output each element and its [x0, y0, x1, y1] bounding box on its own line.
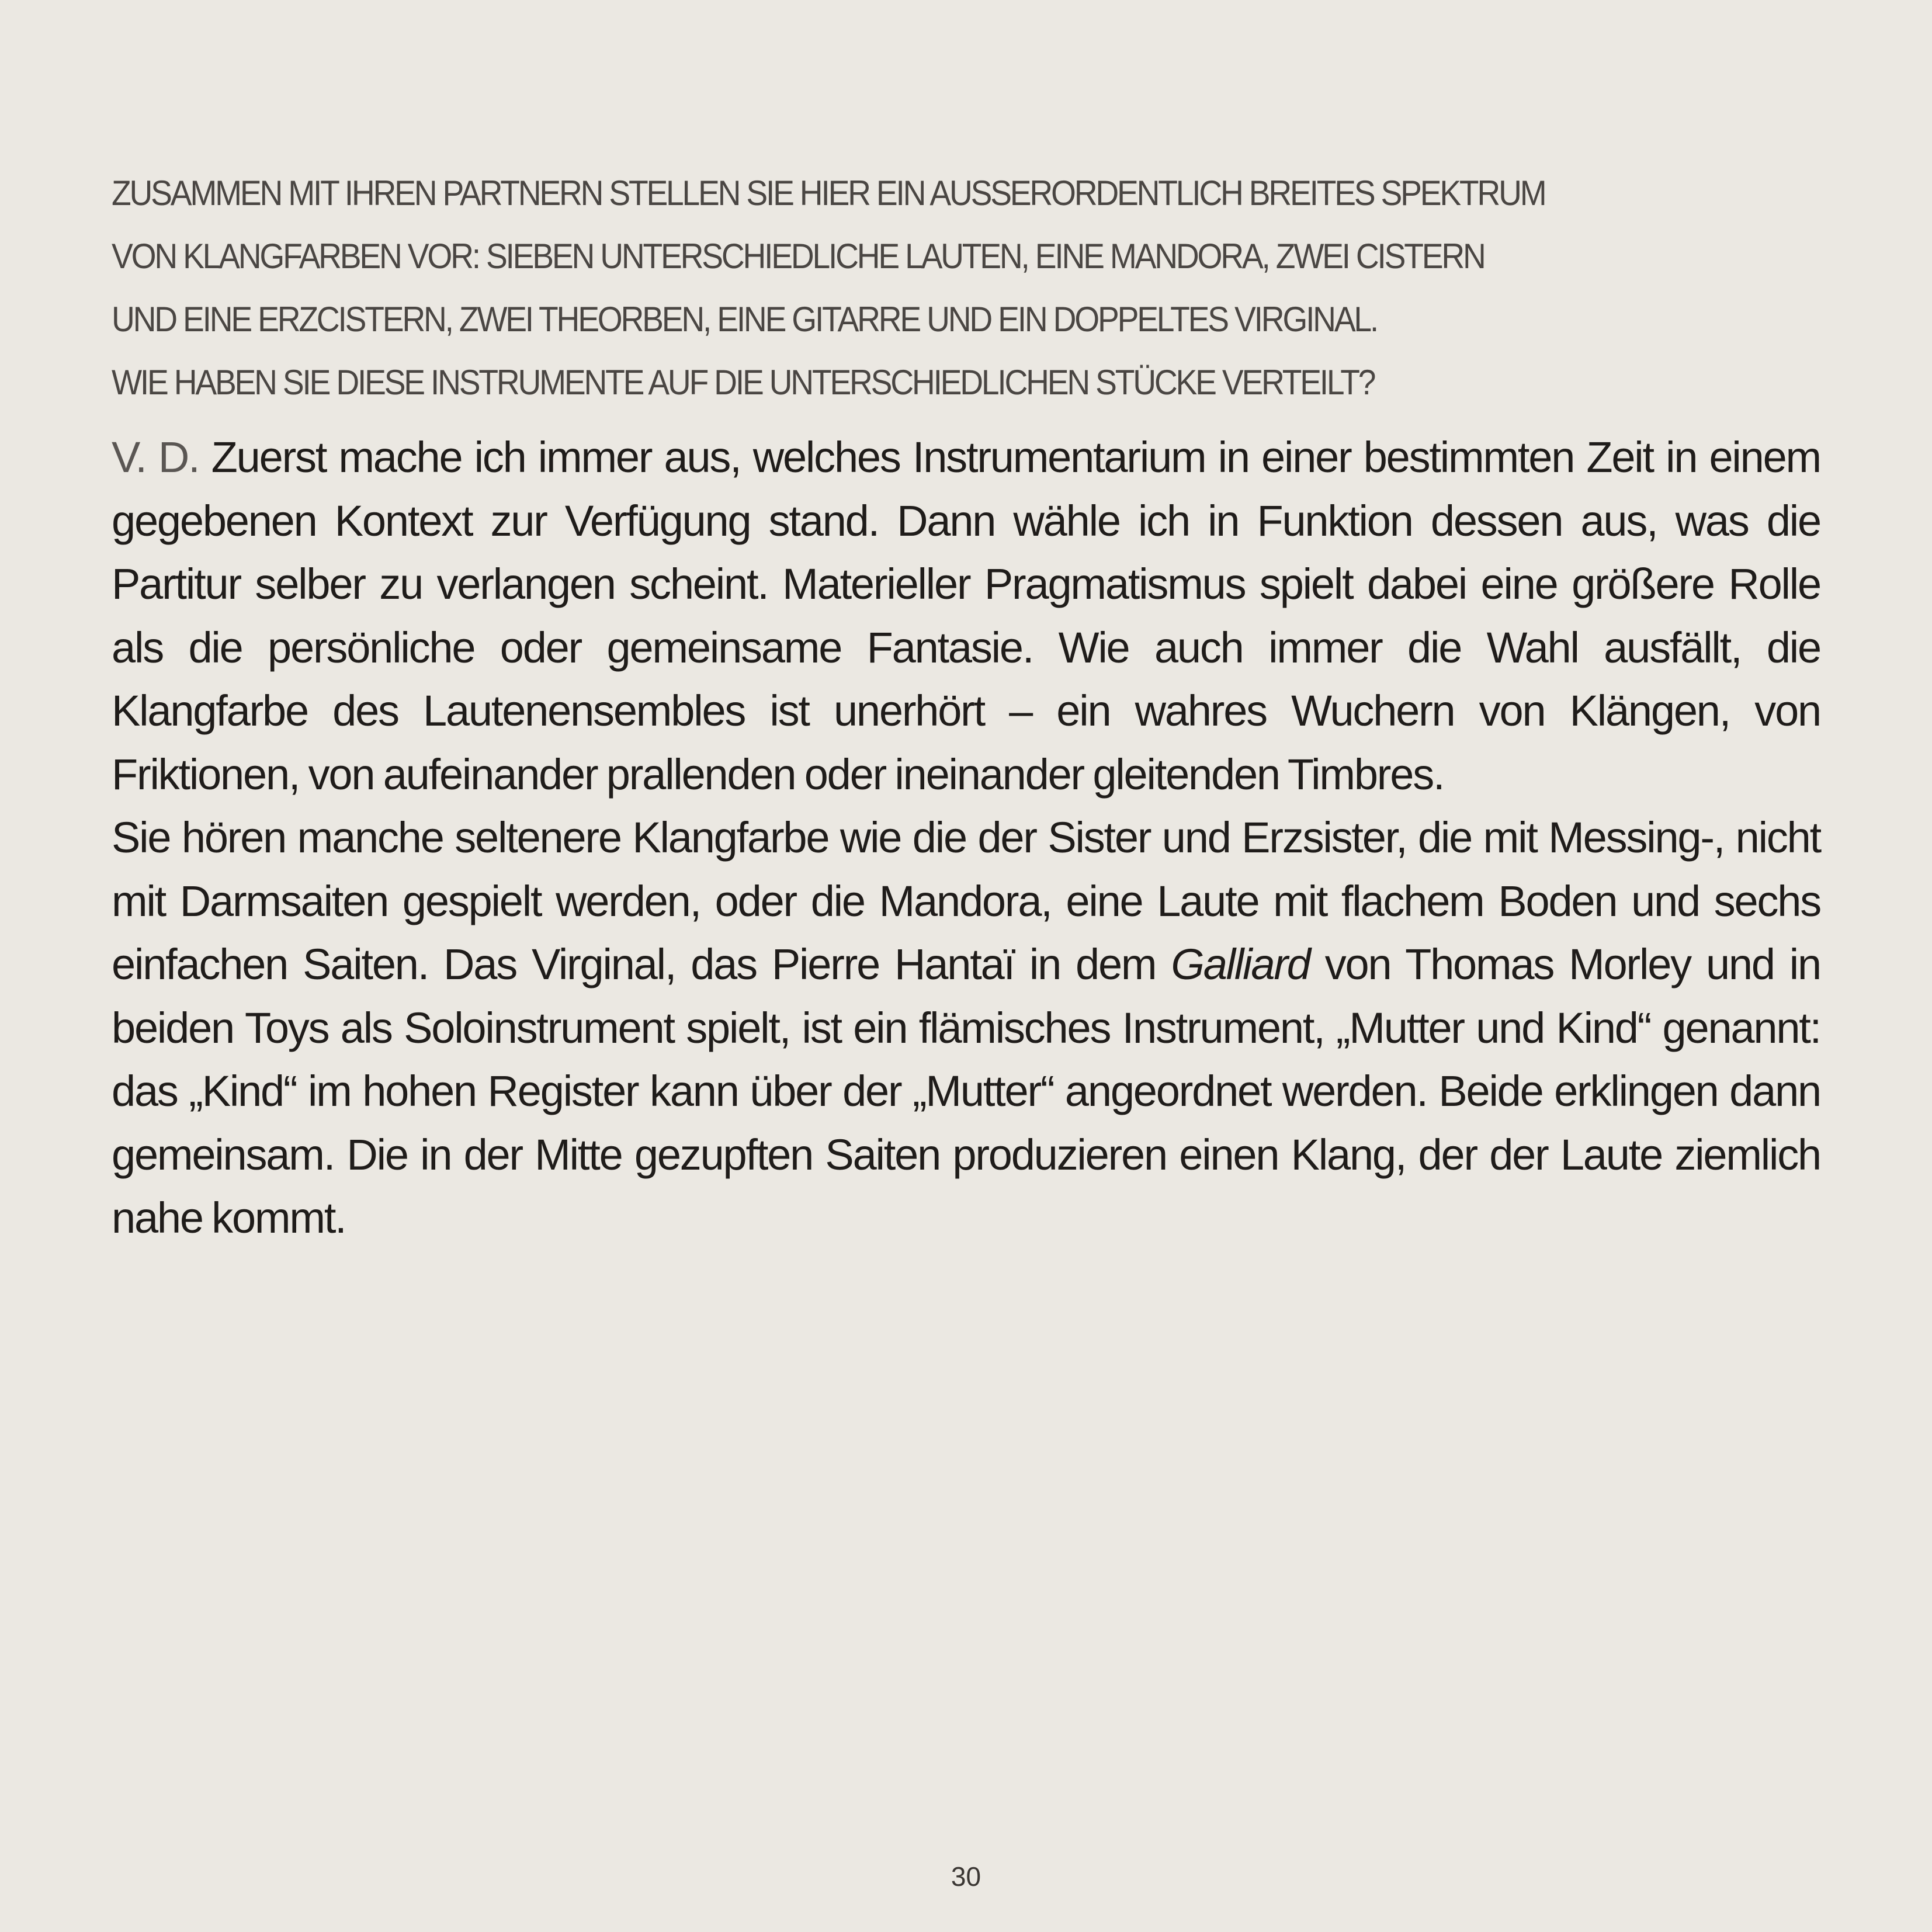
question-line: WIE HABEN SIE DIESE INSTRUMENTE AUF DIE UNTERSCHIEDLICHEN STÜCKE VERTEILT?	[112, 363, 1375, 402]
answer-paragraph-2-text-a: Sie hören manche seltenere Klangfarbe wie die der Sister und Erzsister, die mit Messing-, nicht mit Darmsaiten gespielt werden, oder die Mandora, eine Laute mit flachem Boden und sechs einfachen Saiten. Das Virginal, das Pierre Hantaï in dem	[112, 813, 1820, 988]
answer-paragraph-2	[112, 806, 1820, 1250]
answer-paragraph-1-text: Zuerst mache ich immer aus, welches Instrumentarium in einer bestimmten Zeit in einem gegebenen Kontext zur Verfügung stand. Dann wähle ich in Funktion dessen aus, was die Partitur selber zu verlangen scheint. Materieller Pragmatismus spielt dabei eine größere Rolle als die persönliche oder gemeinsame Fantasie. Wie auch immer die Wahl ausfällt, die Klangfarbe des Lautenensembles ist unerhört – ein wahres Wuchern von Klängen, von Friktionen, von aufeinander prallenden oder ineinander gleitenden Timbres.	[112, 433, 1820, 799]
interview-question	[112, 162, 1670, 414]
work-title-italic: Galliard	[1171, 940, 1310, 988]
interview-answer	[112, 426, 1820, 1250]
page-number: 30	[951, 1861, 981, 1892]
question-line: ZUSAMMEN MIT IHREN PARTNERN STELLEN SIE HIER EIN AUSSERORDENTLICH BREITES SPEKTRUM	[112, 174, 1545, 213]
speaker-initials: V. D.	[112, 433, 199, 481]
answer-paragraph-2-text-b: von Thomas Morley und in beiden Toys als Soloinstrument spielt, ist ein flämisches Instrument, „Mutter und Kind“ genannt: das „Kind“ im hohen Register kann über der „Mutter“ angeordnet werden. Beide erklingen dann gemeinsam. Die in der Mitte gezupften Saiten produzieren einen Klang, der der Laute ziemlich nahe kommt.	[112, 940, 1820, 1242]
question-line: UND EINE ERZCISTERN, ZWEI THEORBEN, EINE GITARRE UND EIN DOPPELTES VIRGINAL.	[112, 300, 1378, 339]
question-line: VON KLANGFARBEN VOR: SIEBEN UNTERSCHIEDLICHE LAUTEN, EINE MANDORA, ZWEI CISTERN	[112, 237, 1484, 276]
answer-paragraph-1	[112, 426, 1820, 806]
